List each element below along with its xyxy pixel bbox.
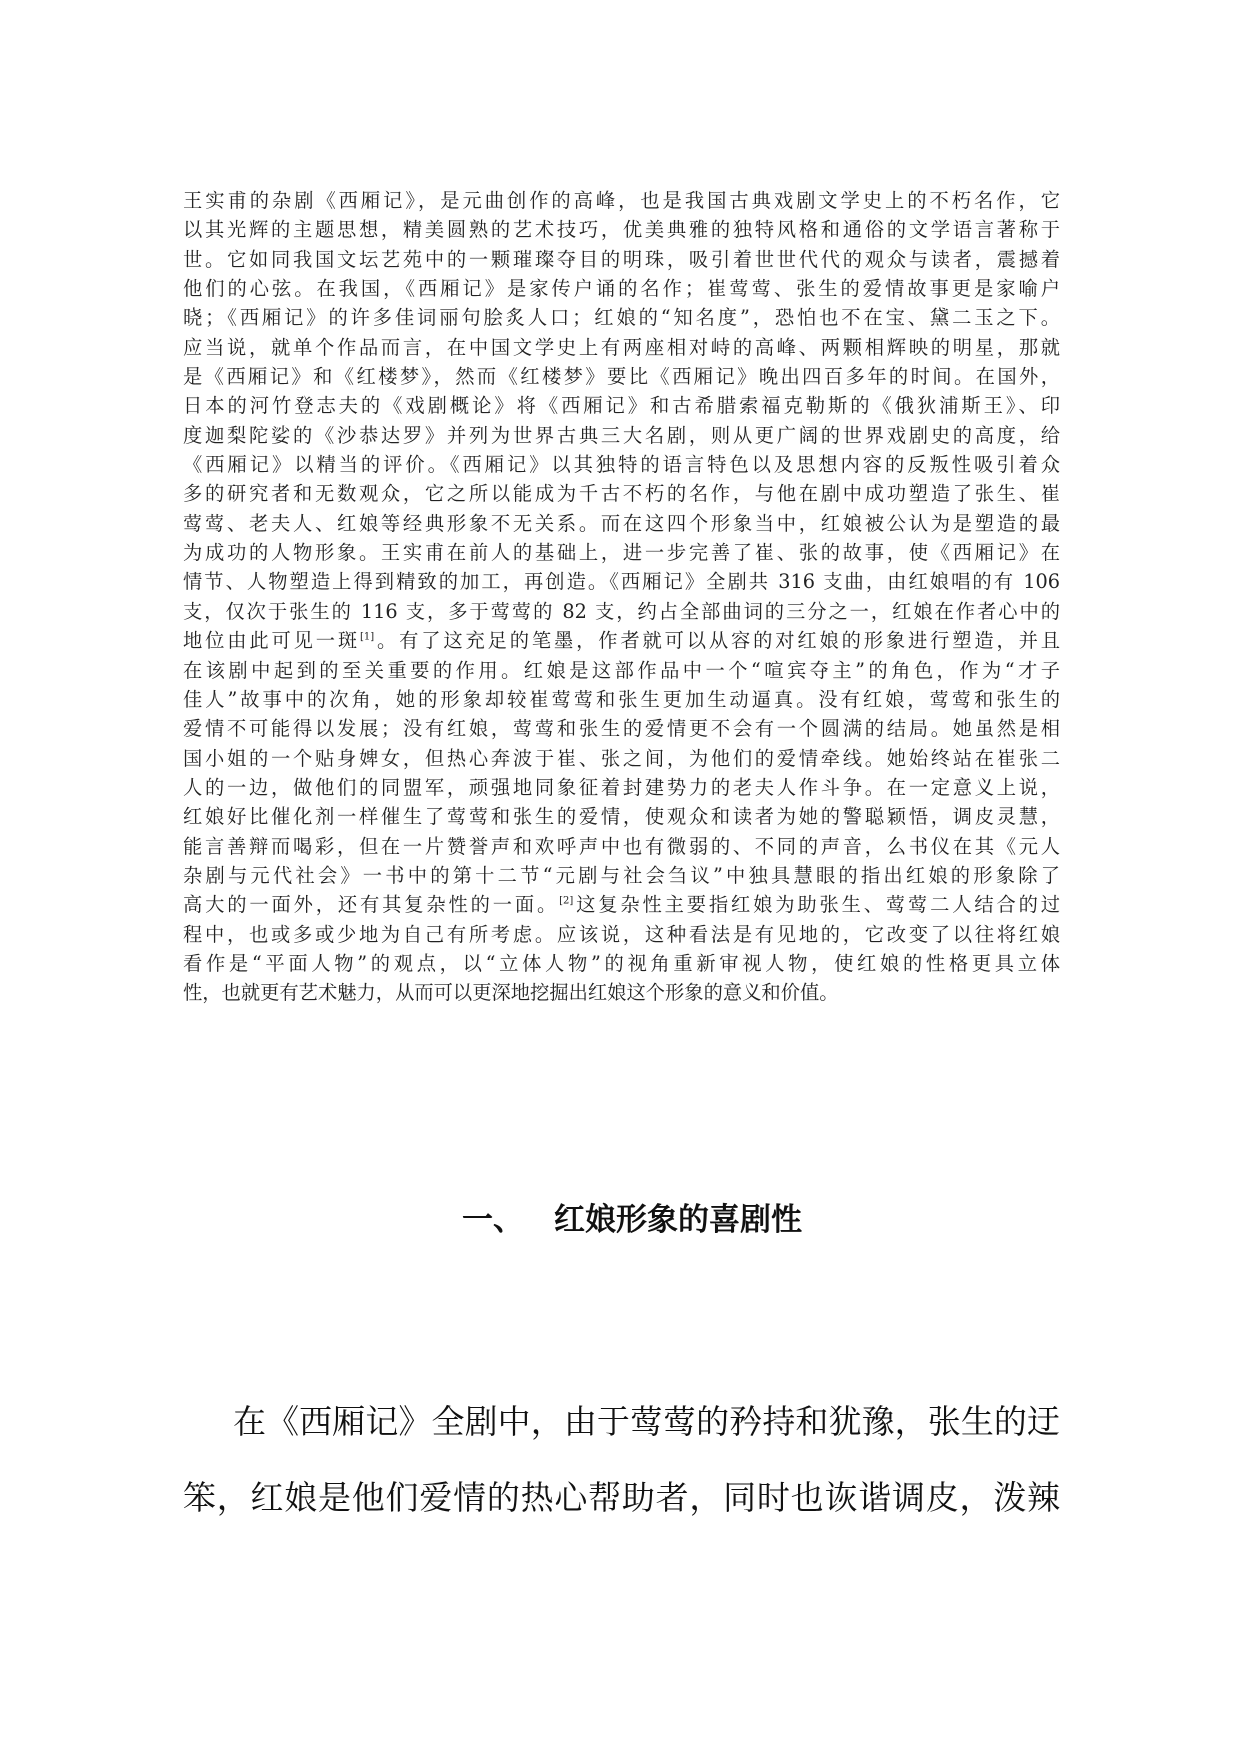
text-segment: 。有了这充足的笔墨，作者就可以从容的对红娘的形象进行塑造，并且 [374,629,1061,653]
footnote-marker-1: [1] [360,631,375,643]
text-line: 情节、人物塑造上得到精致的加工，再创造。《西厢记》全剧共 316 支曲，由红娘唱的有 106 [183,570,1060,594]
text-line: 晓；《西厢记》的许多佳词丽句脍炙人口；红娘的“知名度”，恐怕也不在宝、黛二玉之下。 [183,306,1060,330]
text-segment: 地位由此可见一斑 [183,629,360,653]
text-line: 度迦梨陀娑的《沙恭达罗》并列为世界古典三大名剧，则从更广阔的世界戏剧史的高度，给 [183,423,1060,447]
text-line: 是《西厢记》和《红楼梦》，然而《红楼梦》要比《西厢记》晚出四百多年的时间。在国外， [183,365,1060,389]
text-line: 程中，也或多或少地为自己有所考虑。应该说，这种看法是有见地的，它改变了以往将红娘 [183,922,1060,946]
text-line-with-footnote-1 [183,626,1060,655]
text-line: 王实甫的杂剧《西厢记》，是元曲创作的高峰，也是我国古典戏剧文学史上的不朽名作，它 [183,189,1060,212]
text-line: 杂剧与元代社会》一书中的第十二节“元剧与社会刍议”中独具慧眼的指出红娘的形象除了 [183,863,1060,887]
text-line: 以其光辉的主题思想，精美圆熟的艺术技巧，优美典雅的独特风格和通俗的文学语言著称于 [183,218,1060,242]
text-line: 爱情不可能得以发展；没有红娘，莺莺和张生的爱情更不会有一个圆满的结局。她虽然是相 [183,717,1060,741]
text-line: 国小姐的一个贴身婢女，但热心奔波于崔、张之间，为他们的爱情牵线。她始终站在崔张二 [183,746,1060,770]
text-line: 性，也就更有艺术魅力，从而可以更深地挖掘出红娘这个形象的意义和价值。 [183,981,839,1005]
text-segment: 这复杂性主要指红娘为助张生、莺莺二人结合的过 [573,893,1061,917]
text-segment: 高大的一面外，还有其复杂性的一面。 [183,893,560,917]
text-line: 莺莺、老夫人、红娘等经典形象不无关系。而在这四个形象当中，红娘被公认为是塑造的最 [183,511,1060,535]
text-line: 多的研究者和无数观众，它之所以能成为千古不朽的名作，与他在剧中成功塑造了张生、崔 [183,482,1060,506]
text-line: 在《西厢记》全剧中，由于莺莺的矜持和犹豫，张生的迂 [233,1402,1060,1441]
text-line: 支，仅次于张生的 116 支，多于莺莺的 82 支，约占全部曲词的三分之一，红娘在作者心中的 [183,599,1060,623]
text-line: 应当说，就单个作品而言，在中国文学史上有两座相对峙的高峰、两颗相辉映的明星，那就 [183,335,1060,359]
section-heading-number: 一、 [462,1202,524,1238]
text-line: 为成功的人物形象。王实甫在前人的基础上，进一步完善了崔、张的故事，使《西厢记》在 [183,541,1060,565]
text-line: 在该剧中起到的至关重要的作用。红娘是这部作品中一个“喧宾夺主”的角色，作为“才子 [183,658,1060,682]
text-line: 红娘好比催化剂一样催生了莺莺和张生的爱情，使观众和读者为她的警聪颖悟，调皮灵慧， [183,805,1060,829]
text-line: 日本的河竹登志夫的《戏剧概论》将《西厢记》和古希腊索福克勒斯的《俄狄浦斯王》、印 [183,394,1060,418]
text-line: 能言善辩而喝彩，但在一片赞誉声和欢呼声中也有微弱的、不同的声音，么书仪在其《元人 [183,834,1060,858]
text-line: 他们的心弦。在我国，《西厢记》是家传户诵的名作；崔莺莺、张生的爱情故事更是家喻户 [183,277,1060,301]
intro-paragraph [183,186,1060,1008]
text-line: 《西厢记》以精当的评价。《西厢记》以其独特的语言特色以及思想内容的反叛性吸引着众 [183,453,1060,477]
footnote-marker-2: [2] [559,895,574,907]
text-line: 世。它如同我国文坛艺苑中的一颗璀璨夺目的明珠，吸引着世世代代的观众与读者，震撼着 [183,247,1060,271]
section-paragraph [183,1384,1060,1536]
text-line: 笨，红娘是他们爱情的热心帮助者，同时也诙谐调皮，泼辣 [183,1478,1060,1517]
section-heading-title: 红娘形象的喜剧性 [554,1202,802,1238]
text-line: 佳人”故事中的次角，她的形象却较崔莺莺和张生更加生动逼真。没有红娘，莺莺和张生的 [183,687,1060,711]
text-line: 人的一边，做他们的同盟军，顽强地同象征着封建势力的老夫人作斗争。在一定意义上说， [183,775,1060,799]
text-line-with-footnote-2 [183,890,1060,919]
section-heading [462,1200,882,1240]
text-line: 看作是“平面人物”的观点，以“立体人物”的视角重新审视人物，使红娘的性格更具立体 [183,951,1060,975]
